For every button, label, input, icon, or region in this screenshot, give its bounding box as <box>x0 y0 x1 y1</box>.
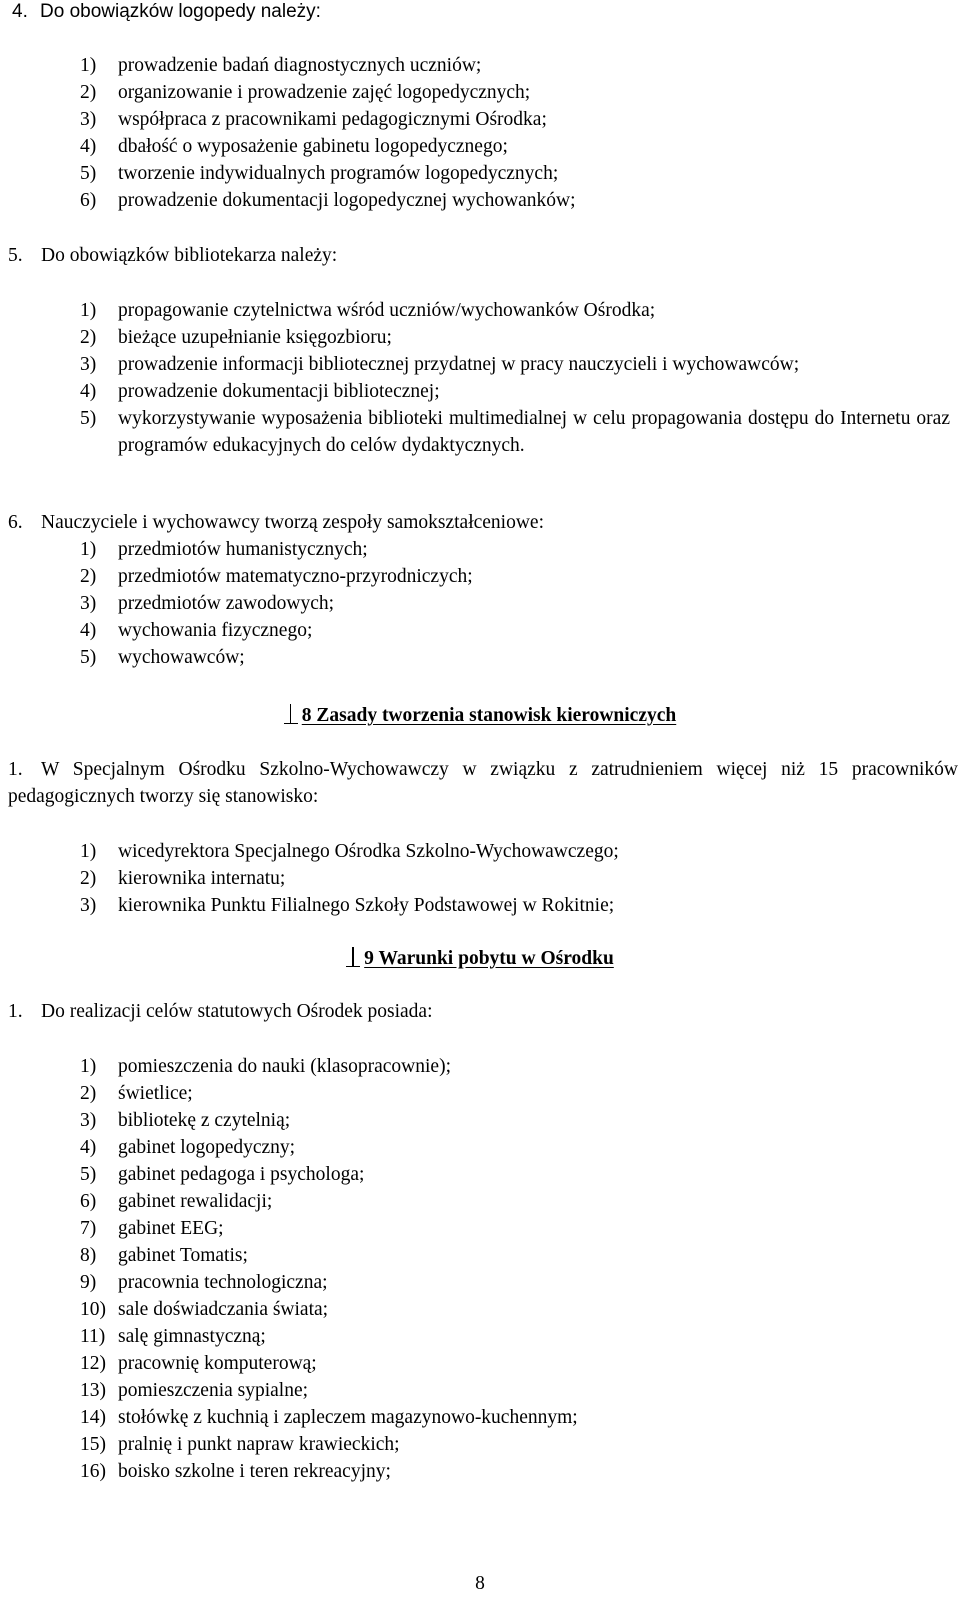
item-text: przedmiotów matematyczno-przyrodniczych; <box>118 566 473 587</box>
item-text: salę gimnastyczną; <box>118 1326 266 1347</box>
item-number: 6) <box>80 190 97 211</box>
item-number: 1) <box>80 841 97 862</box>
list-item <box>80 106 950 133</box>
item-text: gabinet logopedyczny; <box>118 1137 296 1158</box>
item-number: 3) <box>80 895 97 916</box>
section-number: 4. <box>12 1 28 22</box>
item-number: 1) <box>80 55 97 76</box>
item-text: prowadzenie dokumentacji bibliotecznej; <box>118 381 440 402</box>
item-text: współpraca z pracownikami pedagogicznymi Ośrodka; <box>118 109 547 130</box>
section-mark-icon <box>284 704 298 724</box>
list-item <box>80 1080 950 1107</box>
item-number: 4) <box>80 620 97 641</box>
item-text: bieżące uzupełnianie księgozbioru; <box>118 327 392 348</box>
section-number: 5. <box>8 245 23 266</box>
list-item <box>80 1242 950 1269</box>
section-4-list <box>80 52 950 214</box>
item-text: gabinet rewalidacji; <box>118 1191 273 1212</box>
item-text: tworzenie indywidualnych programów logopedycznych; <box>118 163 559 184</box>
list-item <box>80 865 950 892</box>
chapter-title: 9 Warunki pobytu w Ośrodku <box>364 948 614 969</box>
page-number: 8 <box>475 1573 485 1594</box>
list-item <box>80 378 950 405</box>
item-text: pracownię komputerową; <box>118 1353 317 1374</box>
item-number: 14) <box>80 1407 106 1428</box>
chapter-8-list <box>80 838 950 919</box>
item-number: 4) <box>80 1137 97 1158</box>
item-number: 3) <box>80 593 97 614</box>
item-number: 15) <box>80 1434 106 1455</box>
item-text: bibliotekę z czytelnią; <box>118 1110 291 1131</box>
item-text: pomieszczenia do nauki (klasopracownie); <box>118 1056 451 1077</box>
item-number: 4) <box>80 136 97 157</box>
item-text: kierownika Punktu Filialnego Szkoły Podstawowej w Rokitnie; <box>118 895 615 916</box>
item-number: 5) <box>80 163 97 184</box>
list-item <box>80 405 950 459</box>
list-item <box>80 1404 950 1431</box>
section-4-heading <box>12 0 321 25</box>
list-item <box>80 1377 950 1404</box>
section-mark-icon <box>346 947 360 967</box>
list-item <box>80 590 950 617</box>
paragraph-number: 1. <box>8 1001 23 1022</box>
list-item <box>80 133 950 160</box>
section-title: Do obowiązków bibliotekarza należy: <box>41 245 338 266</box>
item-number: 13) <box>80 1380 106 1401</box>
item-number: 11) <box>80 1326 106 1347</box>
list-item <box>80 1053 950 1080</box>
chapter-title: 8 Zasady tworzenia stanowisk kierowniczych <box>301 705 677 726</box>
item-text: wykorzystywanie wyposażenia biblioteki multimedialnej w celu propagowania dostępu do Internetu oraz programów edukacyjnych do celów dydaktycznych. <box>118 408 950 456</box>
item-text: wychowawców; <box>118 647 245 668</box>
list-item <box>80 1215 950 1242</box>
item-number: 2) <box>80 1083 97 1104</box>
item-number: 1) <box>80 300 97 321</box>
item-number: 4) <box>80 381 97 402</box>
list-item <box>80 1458 950 1485</box>
item-number: 2) <box>80 82 97 103</box>
item-text: prowadzenie dokumentacji logopedycznej wychowanków; <box>118 190 576 211</box>
item-text: kierownika internatu; <box>118 868 286 889</box>
list-item <box>80 79 950 106</box>
item-number: 1) <box>80 1056 97 1077</box>
chapter-8-paragraph <box>8 756 958 810</box>
chapter-9-list <box>80 1053 950 1485</box>
item-number: 2) <box>80 566 97 587</box>
item-text: świetlice; <box>118 1083 193 1104</box>
item-text: pralnię i punkt napraw krawieckich; <box>118 1434 400 1455</box>
list-item <box>80 1350 950 1377</box>
item-number: 3) <box>80 109 97 130</box>
item-text: przedmiotów zawodowych; <box>118 593 335 614</box>
list-item <box>80 52 950 79</box>
item-text: pomieszczenia sypialne; <box>118 1380 309 1401</box>
chapter-9-paragraph <box>8 998 958 1025</box>
item-number: 2) <box>80 327 97 348</box>
item-text: wicedyrektora Specjalnego Ośrodka Szkolno-Wychowawczego; <box>118 841 619 862</box>
list-item <box>80 297 950 324</box>
item-text: przedmiotów humanistycznych; <box>118 539 368 560</box>
item-number: 7) <box>80 1218 97 1239</box>
item-number: 3) <box>80 1110 97 1131</box>
item-text: boisko szkolne i teren rekreacyjny; <box>118 1461 391 1482</box>
list-item <box>80 644 950 671</box>
list-item <box>80 1269 950 1296</box>
list-item <box>80 1107 950 1134</box>
list-item <box>80 1134 950 1161</box>
item-text: sale doświadczania świata; <box>118 1299 329 1320</box>
item-number: 6) <box>80 1191 97 1212</box>
section-title: Nauczyciele i wychowawcy tworzą zespoły samokształceniowe: <box>41 512 545 533</box>
item-text: stołówkę z kuchnią i zapleczem magazynowo-kuchennym; <box>118 1407 578 1428</box>
item-number: 2) <box>80 868 97 889</box>
paragraph-text: Do realizacji celów statutowych Ośrodek posiada: <box>41 1001 433 1022</box>
list-item <box>80 1188 950 1215</box>
item-text: prowadzenie informacji bibliotecznej przydatnej w pracy nauczycieli i wychowawców; <box>118 354 800 375</box>
item-text: propagowanie czytelnictwa wśród uczniów/wychowanków Ośrodka; <box>118 300 656 321</box>
paragraph-text: W Specjalnym Ośrodku Szkolno-Wychowawczy w związku z zatrudnieniem więcej niż 15 pracowników pedagogicznych tworzy się stanowisko: <box>8 759 958 807</box>
chapter-8-heading <box>0 702 960 729</box>
list-item <box>80 160 950 187</box>
list-item <box>80 324 950 351</box>
item-text: gabinet Tomatis; <box>118 1245 248 1266</box>
chapter-9-heading <box>0 945 960 972</box>
list-item <box>80 351 950 378</box>
item-number: 10) <box>80 1299 106 1320</box>
section-6-heading <box>8 509 958 536</box>
item-number: 8) <box>80 1245 97 1266</box>
item-number: 5) <box>80 647 97 668</box>
item-number: 9) <box>80 1272 97 1293</box>
section-5-list <box>80 297 950 459</box>
item-text: wychowania fizycznego; <box>118 620 313 641</box>
item-number: 12) <box>80 1353 106 1374</box>
paragraph-number: 1. <box>8 759 23 780</box>
list-item <box>80 536 950 563</box>
list-item <box>80 1161 950 1188</box>
list-item <box>80 187 950 214</box>
item-number: 3) <box>80 354 97 375</box>
item-number: 1) <box>80 539 97 560</box>
item-text: dbałość o wyposażenie gabinetu logopedycznego; <box>118 136 508 157</box>
item-number: 5) <box>80 408 97 429</box>
section-title: Do obowiązków logopedy należy: <box>40 1 321 22</box>
item-number: 16) <box>80 1461 106 1482</box>
list-item <box>80 892 950 919</box>
list-item <box>80 838 950 865</box>
list-item <box>80 1323 950 1350</box>
list-item <box>80 1296 950 1323</box>
item-text: prowadzenie badań diagnostycznych uczniów; <box>118 55 482 76</box>
section-6-list <box>80 536 950 671</box>
item-text: gabinet pedagoga i psychologa; <box>118 1164 365 1185</box>
section-number: 6. <box>8 512 23 533</box>
list-item <box>80 563 950 590</box>
item-text: pracownia technologiczna; <box>118 1272 328 1293</box>
list-item <box>80 617 950 644</box>
item-text: organizowanie i prowadzenie zajęć logopedycznych; <box>118 82 531 103</box>
list-item <box>80 1431 950 1458</box>
item-text: gabinet EEG; <box>118 1218 224 1239</box>
item-number: 5) <box>80 1164 97 1185</box>
section-5-heading <box>8 242 958 269</box>
